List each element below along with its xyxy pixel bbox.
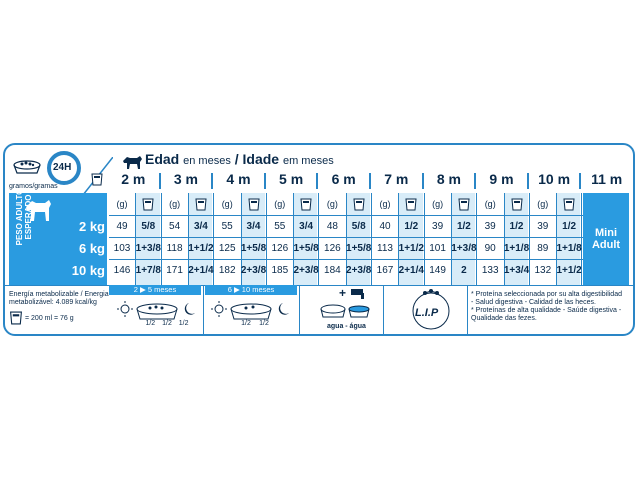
measuring-cup-icon xyxy=(248,198,260,211)
measuring-cup-icon xyxy=(405,198,417,211)
cups-value: 1+7/8 xyxy=(135,265,161,276)
month-separator xyxy=(316,173,318,189)
month-separator xyxy=(264,173,266,189)
grams-value: 126 xyxy=(324,243,341,254)
agua-label: agua - água xyxy=(327,323,366,330)
month-label: 4 m xyxy=(226,171,251,187)
cups-value: 2+3/8 xyxy=(346,265,372,276)
grams-value: 113 xyxy=(377,243,393,254)
weight-label: 6 kg xyxy=(78,241,105,256)
age-header xyxy=(145,151,334,167)
grams-unit-label: (g) xyxy=(379,199,391,209)
lip-label: L.I.P xyxy=(415,307,439,319)
cups-value: 1+5/8 xyxy=(346,243,372,254)
grams-value: 184 xyxy=(324,265,341,276)
fraction: 1/2 xyxy=(178,320,189,327)
fraction: 1/2 xyxy=(259,320,269,327)
cups-value: 1+3/4 xyxy=(503,265,530,276)
month-label: 11 m xyxy=(591,171,623,187)
cups-value: 1+5/8 xyxy=(240,243,267,254)
grams-unit-label: (g) xyxy=(537,199,549,209)
grams-value: 89 xyxy=(537,243,549,254)
grams-value: 133 xyxy=(481,265,499,276)
cups-value: 2 xyxy=(461,265,467,276)
phase1-fractions xyxy=(142,320,192,328)
grams-value: 55 xyxy=(221,221,233,232)
month-separator xyxy=(422,173,424,189)
measuring-cup-icon-small xyxy=(9,311,23,325)
24h-label: 24H xyxy=(53,162,72,173)
grams-value: 125 xyxy=(218,243,236,254)
grams-value: 54 xyxy=(169,221,181,232)
mini-adult-label: Mini Adult xyxy=(583,193,629,285)
cups-value: 2+3/8 xyxy=(293,265,319,276)
grams-value: 185 xyxy=(271,265,289,276)
cups-value: 1+1/8 xyxy=(503,243,530,254)
peso-adulto-label xyxy=(15,187,33,247)
food-bowl-icon xyxy=(11,159,43,175)
month-label: 7 m xyxy=(384,171,409,187)
grams-unit-label: (g) xyxy=(169,199,181,209)
water-bowl-icon xyxy=(317,287,373,321)
grams-value: 103 xyxy=(113,243,131,254)
phase2-header: 6 ▶ 10 meses xyxy=(205,285,297,295)
cups-value: 3/4 xyxy=(193,221,208,232)
fraction: 1/2 xyxy=(145,320,156,327)
row-divider xyxy=(109,259,583,260)
energy-note: Energía metabolizable / Energia metabolizável: 4.089 kcal/kg xyxy=(9,291,109,306)
measuring-cup-icon xyxy=(353,198,365,211)
cups-value: 1+1/2 xyxy=(188,243,214,254)
cups-value: 3/4 xyxy=(299,221,314,232)
month-separator xyxy=(474,173,476,189)
month-label: 3 m xyxy=(173,171,198,187)
cups-value: 1/2 xyxy=(509,221,524,232)
phase2-fractions xyxy=(237,320,273,328)
grams-value: 101 xyxy=(429,243,446,254)
measuring-cup-icon xyxy=(300,198,312,211)
feeding-guide-panel xyxy=(3,143,635,336)
month-label: 10 m xyxy=(538,171,571,187)
grams-unit-label: (g) xyxy=(274,199,286,209)
en-meses-label: en meses xyxy=(183,155,231,167)
month-label: 5 m xyxy=(279,171,304,187)
phase-divider-2 xyxy=(299,285,300,336)
grams-value: 39 xyxy=(432,221,444,232)
puppy-icon xyxy=(121,153,143,171)
cups-value: 1/2 xyxy=(562,221,577,232)
cups-value: 1+5/8 xyxy=(293,243,319,254)
month-label: 6 m xyxy=(331,171,356,187)
month-label: 2 m xyxy=(121,171,146,187)
edad-label: Edad xyxy=(145,151,180,167)
cups-value: 2+1/4 xyxy=(188,265,214,276)
month-separator xyxy=(159,173,161,189)
bottom-divider xyxy=(5,285,633,286)
fraction: 1/2 xyxy=(162,320,172,327)
grams-unit-label: (g) xyxy=(116,199,128,209)
note-line: * Proteína seleccionada por su alta digestibilidad xyxy=(471,291,622,298)
grams-value: 48 xyxy=(326,221,338,232)
grams-value: 171 xyxy=(166,265,183,276)
grams-value: 39 xyxy=(537,221,549,232)
cups-value: 1/2 xyxy=(404,221,419,232)
em-meses-label: em meses xyxy=(282,155,334,167)
phase1-header: 2 ▶ 5 meses xyxy=(109,285,201,295)
gramos-label: gramos/gramas xyxy=(9,183,58,190)
cup-equivalence: = 200 ml = 76 g xyxy=(25,315,74,322)
notes-block xyxy=(471,291,631,323)
cups-value: 1+3/8 xyxy=(451,243,477,254)
weight-label: 2 kg xyxy=(78,219,105,234)
month-separator xyxy=(211,173,213,189)
cups-value: 3/4 xyxy=(246,221,261,232)
water-divider xyxy=(383,285,384,336)
note-line: * Proteínas de alta qualidade - Saúde digestiva - xyxy=(471,307,622,314)
month-label: 9 m xyxy=(489,171,514,187)
grams-value: 40 xyxy=(379,221,391,232)
header-separator: / xyxy=(234,151,239,167)
cups-value: 5/8 xyxy=(351,221,366,232)
grams-value: 182 xyxy=(218,265,236,276)
row-divider xyxy=(109,237,583,238)
cups-value: 1+1/2 xyxy=(398,243,424,254)
peso-label-line2: ESPERADO xyxy=(24,194,33,240)
measuring-cup-icon xyxy=(195,198,207,211)
cups-value: 1+3/8 xyxy=(135,243,161,254)
cups-value: 1+1/2 xyxy=(556,265,582,276)
cups-value: 1/2 xyxy=(456,221,471,232)
measuring-cup-icon xyxy=(142,198,154,211)
grams-unit-label: (g) xyxy=(326,199,338,209)
note-line: Qualidade das fezes. xyxy=(471,315,537,322)
grams-value: 90 xyxy=(484,243,496,254)
measuring-cup-icon xyxy=(563,198,575,211)
cups-value: 2+1/4 xyxy=(398,265,424,276)
cups-value: 2+3/8 xyxy=(240,265,267,276)
grams-value: 146 xyxy=(113,265,131,276)
grams-unit-label: (g) xyxy=(484,199,496,209)
grams-value: 49 xyxy=(116,221,128,232)
lip-divider xyxy=(467,285,468,336)
measuring-cup-icon xyxy=(511,198,523,211)
grams-value: 55 xyxy=(274,221,286,232)
month-separator xyxy=(369,173,371,189)
row-divider xyxy=(109,215,583,216)
cups-value: 1+1/8 xyxy=(556,243,582,254)
phase-divider xyxy=(203,285,204,336)
grams-value: 39 xyxy=(484,221,496,232)
grams-unit-label: (g) xyxy=(221,199,233,209)
cups-value: 5/8 xyxy=(141,221,156,232)
fraction: 1/2 xyxy=(241,320,251,327)
measuring-cup-icon xyxy=(458,198,470,211)
measuring-cup-icon xyxy=(91,173,103,186)
month-label: 8 m xyxy=(436,171,461,187)
idade-label: Idade xyxy=(242,151,280,167)
peso-label-line1: PESO ADULTO xyxy=(15,188,24,246)
month-separator xyxy=(527,173,529,189)
grams-value: 126 xyxy=(271,243,289,254)
weight-label: 10 kg xyxy=(71,263,105,278)
grams-value: 118 xyxy=(166,243,183,254)
svg-text:+: + xyxy=(339,287,347,300)
grams-unit-label: (g) xyxy=(432,199,444,209)
note-line: - Salud digestiva - Calidad de las heces. xyxy=(471,299,596,306)
grams-value: 167 xyxy=(376,265,394,276)
grams-value: 132 xyxy=(534,265,552,276)
month-separator xyxy=(579,173,581,189)
grams-value: 149 xyxy=(429,265,446,276)
